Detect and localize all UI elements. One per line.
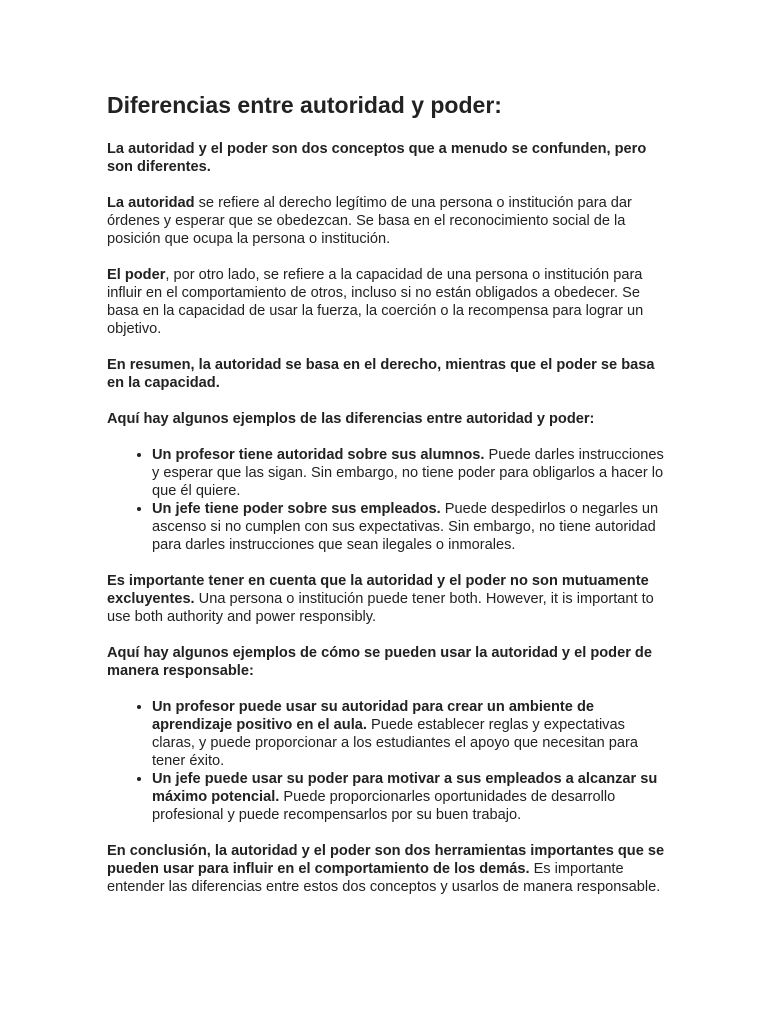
list-item (152, 500, 667, 554)
list-item-bold: Un profesor puede usar su autoridad para crear un ambiente de aprendizaje positivo en el aula. (152, 699, 594, 733)
summary-text: En resumen, la autoridad se basa en el derecho, mientras que el poder se basa en la capacidad. (107, 357, 655, 391)
list-item-bold: Un profesor tiene autoridad sobre sus alumnos. (152, 447, 485, 463)
responsible-heading (107, 644, 667, 680)
examples-heading (107, 410, 667, 428)
responsible-list (107, 698, 667, 824)
intro-paragraph (107, 140, 667, 176)
list-item (152, 770, 667, 824)
list-item-text: Puede establecer reglas y expectativas claras, y puede proporcionar a los estudiantes el apoyo que necesitan para tener éxito. (152, 717, 638, 769)
list-item-text: Puede proporcionarles oportunidades de desarrollo profesional y puede recompensarlos por su buen trabajo. (152, 789, 616, 823)
document-body (107, 90, 667, 914)
summary-paragraph (107, 356, 667, 392)
note-paragraph (107, 572, 667, 626)
autoridad-text: se refiere al derecho legítimo de una persona o institución para dar órdenes y esperar que se obedezcan. Se basa en el reconocimiento social de la posición que ocupa la persona o institución. (107, 195, 632, 247)
note-text: Una persona o institución puede tener both. However, it is important to use both authority and power responsibly. (107, 591, 654, 625)
autoridad-term: La autoridad (107, 195, 195, 211)
responsible-heading-text: Aquí hay algunos ejemplos de cómo se pueden usar la autoridad y el poder de manera responsable: (107, 645, 652, 679)
intro-text: La autoridad y el poder son dos conceptos que a menudo se confunden, pero son diferentes. (107, 141, 647, 175)
examples-heading-text: Aquí hay algunos ejemplos de las diferencias entre autoridad y poder: (107, 411, 595, 427)
autoridad-paragraph (107, 194, 667, 248)
list-item-text: Puede darles instrucciones y esperar que las sigan. Sin embargo, no tiene poder para obligarlos a hacer lo que él quiere. (152, 447, 664, 499)
poder-paragraph (107, 266, 667, 338)
list-item-bold: Un jefe puede usar su poder para motivar a sus empleados a alcanzar su máximo potencial. (152, 771, 658, 805)
conclusion-bold: En conclusión, la autoridad y el poder son dos herramientas importantes que se pueden usar para influir en el comportamiento de los demás. (107, 843, 665, 877)
list-item (152, 446, 667, 500)
conclusion-text: Es importante entender las diferencias entre estos dos conceptos y usarlos de manera responsable. (107, 861, 661, 895)
poder-term: El poder (107, 267, 166, 283)
list-item (152, 698, 667, 770)
list-item-bold: Un jefe tiene poder sobre sus empleados. (152, 501, 441, 517)
poder-text: , por otro lado, se refiere a la capacidad de una persona o institución para influir en el comportamiento de otros, incluso si no están obligados a obedecer. Se basa en la capacidad de usar la fuerza, la coerción o la recompensa para lograr un objetivo. (107, 267, 644, 337)
examples-list (107, 446, 667, 554)
conclusion-paragraph (107, 842, 667, 896)
list-item-text: Puede despedirlos o negarles un ascenso si no cumplen con sus expectativas. Sin embargo, no tiene autoridad para darles instrucciones que sean ilegales o inmorales. (152, 501, 659, 553)
document-title: Diferencias entre autoridad y poder: (107, 92, 502, 118)
note-bold: Es importante tener en cuenta que la autoridad y el poder no son mutuamente excluyentes. (107, 573, 649, 607)
